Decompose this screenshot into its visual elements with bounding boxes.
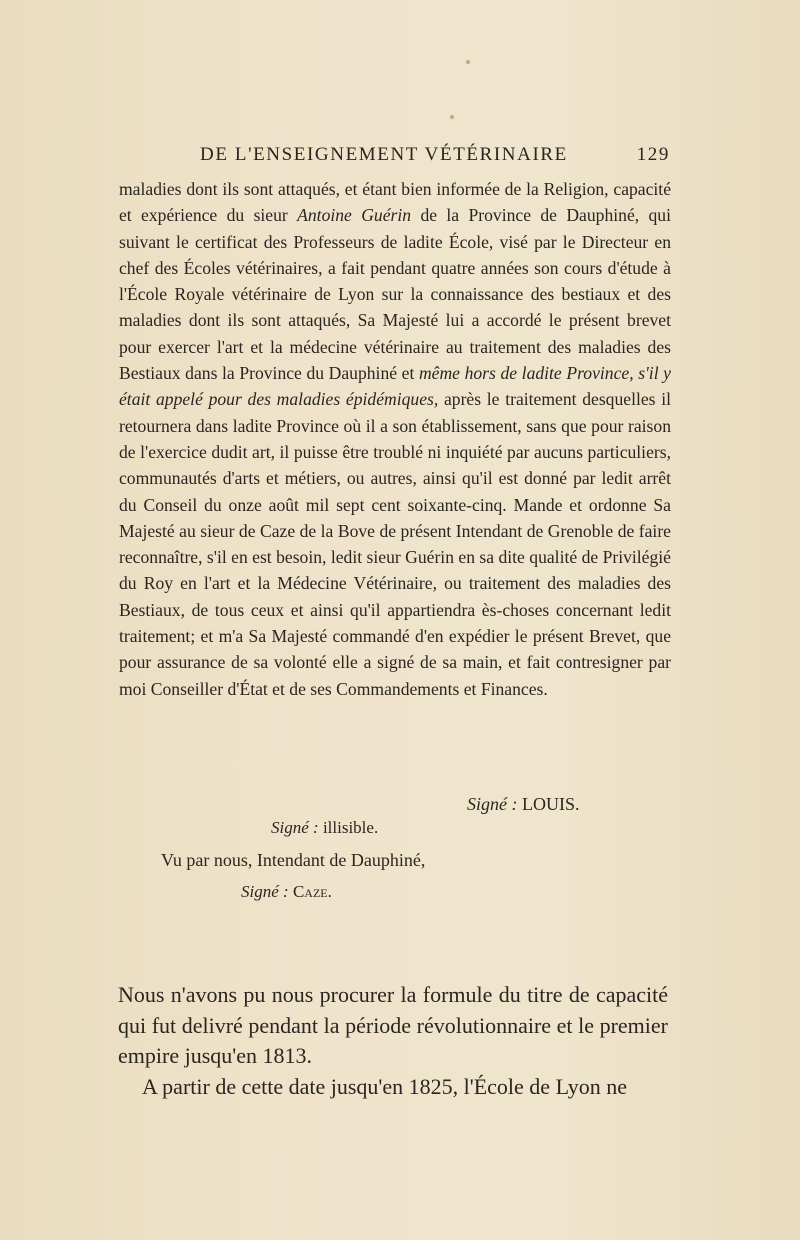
body-text — [119, 176, 671, 702]
signature-illisible — [271, 818, 378, 838]
body-text-1: maladies dont ils sont attaqués, et étant bien informée de la Religion, capacité et expérience du sieur — [119, 179, 671, 226]
signe-label: Signé : — [241, 882, 289, 901]
speck — [450, 115, 454, 119]
speck — [466, 60, 470, 64]
phrase-italic: même hors de ladite Province, s'il y était appelé pour des maladies épidémiques, — [119, 363, 671, 410]
body-text-2: de la Province de Dauphiné, qui suivant le certificat des Professeurs de ladite École, visé par le Directeur en chef des Écoles vétérinaires, a fait pendant quatre années son cours d'étude à l'École Royale vétérinaire de Lyon sur la connaissance des bestiaux et des maladies dont ils sont attaqués, Sa Majesté lui a accordé le présent brevet pour exercer l'art et la médecine vétérinaire au traitement des maladies des Bestiaux dans la Province du Dauphiné et — [119, 205, 671, 384]
body-paragraph — [119, 176, 671, 702]
signe-label: Signé : — [271, 818, 319, 837]
lower-text — [118, 980, 668, 1102]
running-header — [200, 144, 670, 166]
signature-name: LOUIS. — [521, 794, 580, 814]
vu-par-line: Vu par nous, Intendant de Dauphiné, — [161, 850, 426, 870]
body-text-3: après le traitement desquelles il retournera dans ladite Province où il a son établissement, sans que pour raison de l'exercice dudit art, il puisse être troublé ni inquiété par aucuns particuliers, communautés d'arts et métiers, ou autres, ainsi qu'il est donné par ledit arrêt du Conseil du onze août mil sept cent soixante-cinq. Mande et ordonne Sa Majesté au sieur de Caze de la Bove de présent Intendant de Grenoble de faire reconnaître, s'il en est besoin, ledit sieur Guérin en sa dite qualité de Privilégié du Roy en l'art et la Médecine Vétérinaire, ou traitement des maladies des Bestiaux, de tous ceux et ainsi qu'il appartiendra ès-choses concernant ledit traitement; et m'a Sa Majesté commandé d'en expédier le présent Brevet, que pour assurance de sa volonté elle a signé de sa main, et fait contresigner par moi Conseiller d'État et de ses Commandements et Finances. — [119, 389, 671, 699]
lower-paragraph-2: A partir de cette date jusqu'en 1825, l'École de Lyon ne — [142, 1073, 628, 1099]
signature-caze — [241, 882, 332, 902]
signature-name: illisible. — [322, 818, 379, 837]
name-italic: Antoine Guérin — [297, 205, 412, 226]
page-number: 129 — [636, 144, 670, 165]
signature-name: Caze. — [292, 882, 332, 901]
signe-label: Signé : — [467, 794, 518, 814]
signature-louis — [467, 794, 579, 815]
header-title: DE L'ENSEIGNEMENT VÉTÉRINAIRE — [200, 144, 568, 165]
lower-paragraph-1: Nous n'avons pu nous procurer la formule du titre de capacité qui fut delivré pendant la période révolutionnaire et le premier empire jusqu'en 1813. — [118, 982, 668, 1068]
